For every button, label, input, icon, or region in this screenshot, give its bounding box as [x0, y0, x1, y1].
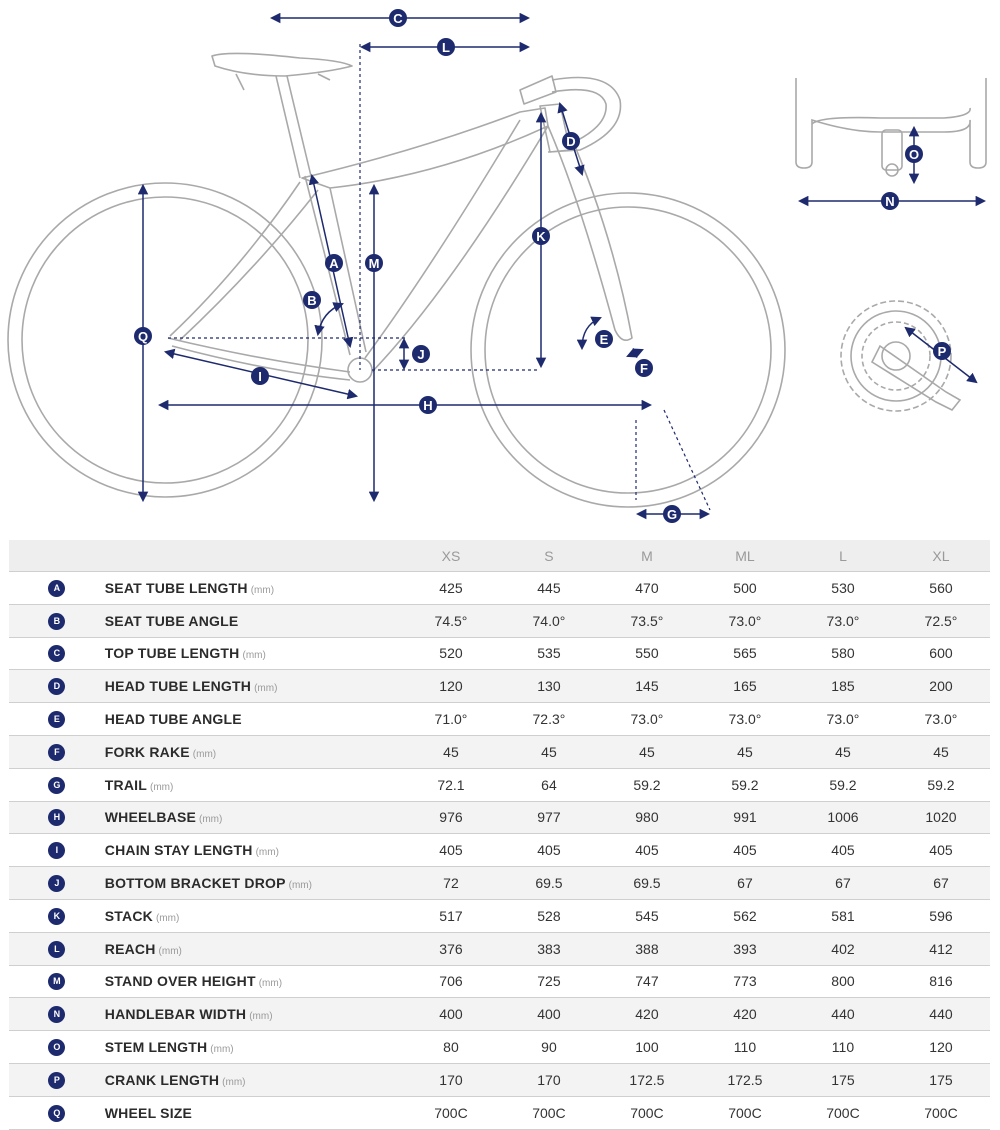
- row-marker-badge: L: [48, 941, 65, 958]
- row-value-cell: 200: [892, 670, 990, 703]
- marker-b: [303, 291, 321, 309]
- marker-c: [389, 9, 407, 27]
- row-value-cell: 59.2: [892, 768, 990, 801]
- row-value-cell: 130: [500, 670, 598, 703]
- row-marker-badge: H: [48, 809, 65, 826]
- row-value-cell: 700C: [696, 1096, 794, 1129]
- row-value-cell: 172.5: [696, 1063, 794, 1096]
- table-row: [9, 735, 990, 768]
- row-value-cell: 991: [696, 801, 794, 834]
- row-value-cell: 977: [500, 801, 598, 834]
- row-value-cell: 64: [500, 768, 598, 801]
- row-marker-badge: O: [48, 1039, 65, 1056]
- row-label: REACH: [104, 940, 156, 957]
- row-label: HANDLEBAR WIDTH: [104, 1006, 247, 1023]
- row-value-cell: 405: [892, 834, 990, 867]
- row-value-cell: 393: [696, 932, 794, 965]
- svg-text:D: D: [566, 134, 576, 149]
- row-value-cell: 74.0°: [500, 604, 598, 637]
- row-value-cell: 440: [892, 998, 990, 1031]
- row-unit: (mm): [222, 1076, 246, 1088]
- row-unit: (mm): [210, 1044, 234, 1056]
- row-label: SEAT TUBE ANGLE: [104, 612, 239, 629]
- row-value-cell: 400: [402, 998, 500, 1031]
- header-blank: [105, 540, 402, 572]
- row-unit: (mm): [192, 748, 217, 760]
- row-value-cell: 73.0°: [794, 604, 892, 637]
- row-value-cell: 425: [402, 572, 500, 605]
- table-row: [9, 932, 990, 965]
- row-label: HEAD TUBE ANGLE: [104, 711, 242, 728]
- row-value-cell: 816: [892, 965, 990, 998]
- header-blank: [9, 540, 105, 572]
- row-value-cell: 520: [402, 637, 500, 670]
- row-marker-badge: G: [48, 777, 65, 794]
- row-marker-cell: [9, 735, 105, 768]
- marker-e: [595, 330, 613, 348]
- row-value-cell: 185: [794, 670, 892, 703]
- row-value-cell: 405: [598, 834, 696, 867]
- svg-text:H: H: [423, 398, 433, 413]
- marker-n: [881, 192, 899, 210]
- table-row: [9, 670, 990, 703]
- row-label: CHAIN STAY LENGTH: [104, 842, 253, 859]
- row-label: SEAT TUBE LENGTH: [104, 579, 248, 596]
- row-marker-cell: [9, 703, 105, 736]
- row-value-cell: 67: [696, 867, 794, 900]
- svg-text:N: N: [885, 194, 895, 209]
- row-value-cell: 1020: [892, 801, 990, 834]
- row-value-cell: 172.5: [598, 1063, 696, 1096]
- row-value-cell: 405: [500, 834, 598, 867]
- row-value-cell: 445: [500, 572, 598, 605]
- svg-text:Q: Q: [137, 329, 149, 344]
- row-label-cell: [105, 801, 402, 834]
- row-marker-badge: I: [48, 842, 65, 859]
- row-unit: (mm): [254, 683, 278, 695]
- row-value-cell: 700C: [892, 1096, 990, 1129]
- row-unit: (mm): [288, 880, 312, 892]
- row-marker-cell: [9, 899, 105, 932]
- row-value-cell: 400: [500, 998, 598, 1031]
- svg-text:K: K: [536, 229, 546, 244]
- dimension-arrows: [143, 18, 984, 514]
- row-marker-badge: C: [48, 645, 65, 662]
- row-value-cell: 530: [794, 572, 892, 605]
- row-value-cell: 73.5°: [598, 604, 696, 637]
- geometry-table-header: [9, 540, 990, 572]
- svg-text:M: M: [368, 256, 380, 271]
- row-marker-badge: M: [48, 973, 65, 990]
- row-value-cell: 45: [696, 735, 794, 768]
- geometry-table: [9, 540, 990, 1130]
- marker-k: [532, 227, 550, 245]
- table-row: [9, 1096, 990, 1129]
- row-value-cell: 528: [500, 899, 598, 932]
- row-value-cell: 405: [402, 834, 500, 867]
- row-label-cell: [105, 1063, 402, 1096]
- row-value-cell: 45: [794, 735, 892, 768]
- table-row: [9, 867, 990, 900]
- reference-lines: [168, 44, 710, 510]
- row-value-cell: 706: [402, 965, 500, 998]
- table-row: [9, 604, 990, 637]
- marker-a: [325, 254, 343, 272]
- row-value-cell: 45: [598, 735, 696, 768]
- row-value-cell: 110: [794, 1031, 892, 1064]
- table-row: [9, 637, 990, 670]
- marker-l: [437, 38, 455, 56]
- row-value-cell: 388: [598, 932, 696, 965]
- row-value-cell: 700C: [500, 1096, 598, 1129]
- row-value-cell: 80: [402, 1031, 500, 1064]
- row-value-cell: 412: [892, 932, 990, 965]
- svg-text:F: F: [640, 361, 648, 376]
- row-value-cell: 596: [892, 899, 990, 932]
- row-unit: (mm): [155, 912, 180, 924]
- row-value-cell: 562: [696, 899, 794, 932]
- row-marker-cell: [9, 867, 105, 900]
- row-value-cell: 165: [696, 670, 794, 703]
- row-value-cell: 67: [794, 867, 892, 900]
- row-value-cell: 402: [794, 932, 892, 965]
- row-value-cell: 45: [402, 735, 500, 768]
- row-marker-cell: [9, 604, 105, 637]
- row-value-cell: 110: [696, 1031, 794, 1064]
- svg-text:E: E: [599, 332, 609, 347]
- table-row: [9, 801, 990, 834]
- row-value-cell: 59.2: [696, 768, 794, 801]
- row-marker-cell: [9, 1096, 105, 1129]
- row-unit: (mm): [250, 584, 275, 596]
- row-value-cell: 600: [892, 637, 990, 670]
- row-unit: (mm): [158, 945, 182, 957]
- bike-geometry-diagram: [0, 0, 1000, 530]
- row-label-cell: [105, 965, 402, 998]
- row-value-cell: 747: [598, 965, 696, 998]
- row-label: BOTTOM BRACKET DROP: [104, 875, 286, 892]
- row-unit: (mm): [199, 814, 223, 826]
- table-row: [9, 965, 990, 998]
- row-value-cell: 700C: [598, 1096, 696, 1129]
- svg-text:G: G: [666, 507, 678, 522]
- row-value-cell: 175: [794, 1063, 892, 1096]
- row-value-cell: 73.0°: [598, 703, 696, 736]
- marker-p: [933, 342, 951, 360]
- row-value-cell: 700C: [794, 1096, 892, 1129]
- row-value-cell: 59.2: [598, 768, 696, 801]
- row-marker-cell: [9, 932, 105, 965]
- row-label-cell: [105, 637, 402, 670]
- svg-text:O: O: [908, 147, 920, 162]
- table-row: [9, 1031, 990, 1064]
- row-value-cell: 725: [500, 965, 598, 998]
- row-value-cell: 980: [598, 801, 696, 834]
- row-marker-badge: D: [48, 678, 65, 695]
- row-label: TRAIL: [104, 776, 147, 793]
- row-label: HEAD TUBE LENGTH: [104, 678, 252, 695]
- row-value-cell: 45: [892, 735, 990, 768]
- svg-text:L: L: [442, 40, 450, 55]
- row-marker-cell: [9, 1063, 105, 1096]
- row-marker-cell: [9, 637, 105, 670]
- row-value-cell: 120: [402, 670, 500, 703]
- row-marker-badge: P: [48, 1072, 65, 1089]
- row-value-cell: 1006: [794, 801, 892, 834]
- row-value-cell: 73.0°: [696, 703, 794, 736]
- svg-text:C: C: [393, 11, 403, 26]
- row-label-cell: [105, 1096, 402, 1129]
- row-marker-cell: [9, 670, 105, 703]
- row-value-cell: 72.1: [402, 768, 500, 801]
- row-value-cell: 45: [500, 735, 598, 768]
- row-value-cell: 545: [598, 899, 696, 932]
- row-label: FORK RAKE: [104, 743, 190, 760]
- row-value-cell: 170: [402, 1063, 500, 1096]
- row-label-cell: [105, 867, 402, 900]
- row-unit: (mm): [255, 847, 279, 859]
- rear-wheel: [8, 183, 322, 497]
- row-value-cell: 71.0°: [402, 703, 500, 736]
- handlebar-front-view: [796, 78, 986, 176]
- size-header-ml: ML: [696, 540, 794, 572]
- row-label: STEM LENGTH: [104, 1039, 208, 1056]
- row-value-cell: 800: [794, 965, 892, 998]
- size-header-m: M: [598, 540, 696, 572]
- row-marker-cell: [9, 998, 105, 1031]
- row-marker-badge: N: [48, 1006, 65, 1023]
- row-unit: (mm): [242, 650, 266, 662]
- row-value-cell: 420: [696, 998, 794, 1031]
- row-value-cell: 560: [892, 572, 990, 605]
- row-value-cell: 73.0°: [892, 703, 990, 736]
- row-marker-badge: Q: [48, 1105, 65, 1122]
- row-value-cell: 73.0°: [794, 703, 892, 736]
- row-value-cell: 72: [402, 867, 500, 900]
- row-value-cell: 383: [500, 932, 598, 965]
- row-marker-badge: J: [48, 875, 65, 892]
- table-row: [9, 834, 990, 867]
- row-marker-cell: [9, 801, 105, 834]
- row-label-cell: [105, 703, 402, 736]
- row-unit: (mm): [249, 1011, 273, 1023]
- row-value-cell: 170: [500, 1063, 598, 1096]
- row-value-cell: 470: [598, 572, 696, 605]
- row-value-cell: 700C: [402, 1096, 500, 1129]
- row-label-cell: [105, 1031, 402, 1064]
- row-marker-cell: [9, 834, 105, 867]
- row-value-cell: 72.5°: [892, 604, 990, 637]
- marker-h: [419, 396, 437, 414]
- row-value-cell: 74.5°: [402, 604, 500, 637]
- row-value-cell: 69.5: [500, 867, 598, 900]
- row-label: CRANK LENGTH: [104, 1071, 220, 1088]
- size-header-xl: XL: [892, 540, 990, 572]
- row-value-cell: 976: [402, 801, 500, 834]
- row-value-cell: 67: [892, 867, 990, 900]
- row-value-cell: 90: [500, 1031, 598, 1064]
- marker-f: [635, 359, 653, 377]
- row-value-cell: 517: [402, 899, 500, 932]
- row-unit: (mm): [149, 781, 174, 793]
- row-unit: (mm): [258, 978, 283, 990]
- row-label: TOP TUBE LENGTH: [104, 645, 240, 662]
- row-label-cell: [105, 834, 402, 867]
- geometry-table-body: [9, 572, 990, 1130]
- table-row: [9, 1063, 990, 1096]
- row-value-cell: 100: [598, 1031, 696, 1064]
- table-row: [9, 572, 990, 605]
- row-value-cell: 120: [892, 1031, 990, 1064]
- row-label: WHEELBASE: [104, 809, 197, 826]
- row-marker-badge: E: [48, 711, 65, 728]
- table-row: [9, 768, 990, 801]
- marker-i: [251, 367, 269, 385]
- row-label-cell: [105, 998, 402, 1031]
- marker-d: [562, 132, 580, 150]
- row-value-cell: 500: [696, 572, 794, 605]
- row-label-cell: [105, 899, 402, 932]
- row-value-cell: 376: [402, 932, 500, 965]
- row-marker-cell: [9, 965, 105, 998]
- row-value-cell: 580: [794, 637, 892, 670]
- row-marker-cell: [9, 768, 105, 801]
- table-row: [9, 703, 990, 736]
- row-label-cell: [105, 670, 402, 703]
- row-value-cell: 773: [696, 965, 794, 998]
- svg-text:P: P: [937, 344, 947, 359]
- row-label-cell: [105, 735, 402, 768]
- row-value-cell: 581: [794, 899, 892, 932]
- row-value-cell: 565: [696, 637, 794, 670]
- row-label: STAND OVER HEIGHT: [104, 973, 256, 990]
- row-label-cell: [105, 604, 402, 637]
- marker-o: [905, 145, 923, 163]
- row-value-cell: 175: [892, 1063, 990, 1096]
- row-label-cell: [105, 572, 402, 605]
- svg-text:J: J: [417, 347, 425, 362]
- svg-text:B: B: [307, 293, 317, 308]
- row-marker-badge: K: [48, 908, 65, 925]
- row-label: WHEEL SIZE: [104, 1104, 193, 1121]
- row-value-cell: 145: [598, 670, 696, 703]
- table-row: [9, 998, 990, 1031]
- svg-text:I: I: [258, 369, 262, 384]
- svg-text:A: A: [329, 256, 339, 271]
- size-header-l: L: [794, 540, 892, 572]
- row-value-cell: 420: [598, 998, 696, 1031]
- row-marker-badge: B: [48, 613, 65, 630]
- row-value-cell: 405: [696, 834, 794, 867]
- size-header-s: S: [500, 540, 598, 572]
- size-header-xs: XS: [402, 540, 500, 572]
- marker-q: [134, 327, 152, 345]
- row-label-cell: [105, 932, 402, 965]
- marker-m: [365, 254, 383, 272]
- row-marker-cell: [9, 1031, 105, 1064]
- marker-j: [412, 345, 430, 363]
- row-marker-badge: A: [48, 580, 65, 597]
- row-value-cell: 440: [794, 998, 892, 1031]
- marker-g: [663, 505, 681, 523]
- row-label-cell: [105, 768, 402, 801]
- row-marker-badge: F: [48, 744, 65, 761]
- row-value-cell: 535: [500, 637, 598, 670]
- row-marker-cell: [9, 572, 105, 605]
- table-row: [9, 899, 990, 932]
- row-value-cell: 69.5: [598, 867, 696, 900]
- front-wheel: [471, 193, 785, 507]
- row-value-cell: 73.0°: [696, 604, 794, 637]
- row-value-cell: 550: [598, 637, 696, 670]
- row-label: STACK: [104, 907, 153, 924]
- row-value-cell: 59.2: [794, 768, 892, 801]
- row-value-cell: 72.3°: [500, 703, 598, 736]
- row-value-cell: 405: [794, 834, 892, 867]
